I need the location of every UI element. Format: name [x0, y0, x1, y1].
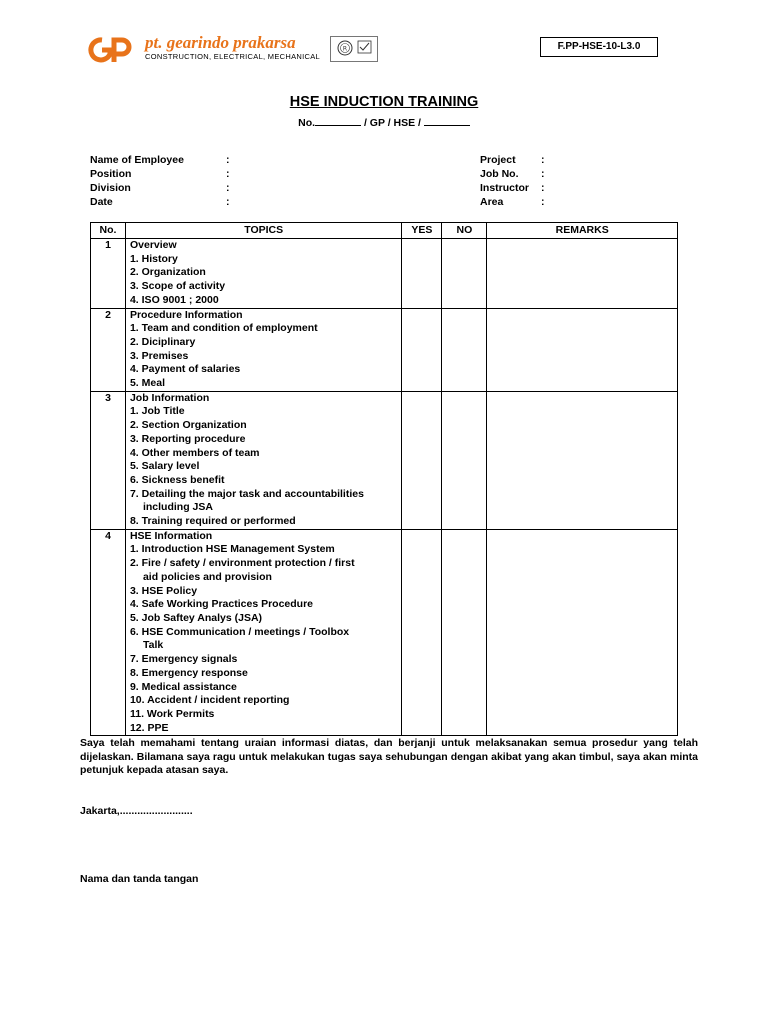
area-label: Area	[480, 196, 504, 208]
topic-item: 5. Job Saftey Analys (JSA)	[129, 611, 263, 624]
header-no: No.	[91, 223, 126, 239]
place-date-line[interactable]: Jakarta,.........................	[80, 805, 193, 817]
topic-item: 6. Sickness benefit	[129, 473, 225, 486]
gp-logo-icon	[88, 36, 134, 64]
topic-item-continued: Talk	[142, 639, 164, 652]
topic-item: 4. Safe Working Practices Procedure	[129, 598, 314, 611]
row-number: 3	[91, 391, 126, 529]
header-yes: YES	[402, 223, 442, 239]
topic-title: HSE Information	[129, 529, 213, 542]
topic-item-continued: aid policies and provision	[142, 570, 272, 583]
no-cell[interactable]	[442, 391, 487, 529]
yes-cell[interactable]	[402, 239, 442, 309]
topic-item: 3. Scope of activity	[129, 280, 226, 293]
topic-item: 7. Detailing the major task and accountabilities	[129, 487, 364, 500]
topic-item: 7. Emergency signals	[129, 653, 238, 666]
no-cell[interactable]	[442, 239, 487, 309]
certification-icon	[330, 36, 378, 62]
table-row	[91, 391, 678, 529]
company-name: pt. gearindo prakarsa	[145, 33, 296, 52]
topic-item: 1. History	[129, 252, 178, 265]
no-cell[interactable]	[442, 308, 487, 391]
topic-cell	[125, 529, 401, 736]
statement-paragraph: Saya telah memahami tentang uraian informasi diatas, dan berjanji untuk melaksanakan semua prosedur yang telah dijelaskan. Bilamana saya ragu untuk melakukan tugas saya sehubungan dengan akibat yang akan timbul, saya akan minta petunjuk kepada atasan saya.	[80, 737, 698, 777]
yes-cell[interactable]	[402, 308, 442, 391]
topic-title: Procedure Information	[129, 308, 243, 321]
doc-no-prefix: No.	[298, 117, 316, 129]
topic-item: 1. Introduction HSE Management System	[129, 543, 335, 556]
division-label: Division	[90, 182, 131, 194]
header-remarks: REMARKS	[487, 223, 678, 239]
topic-item: 4. Other members of team	[129, 446, 260, 459]
document-number	[0, 116, 768, 129]
topic-item: 2. Diciplinary	[129, 335, 196, 348]
yes-cell[interactable]	[402, 529, 442, 736]
topic-title: Overview	[129, 239, 177, 251]
yes-cell[interactable]	[402, 391, 442, 529]
topic-item: 8. Training required or performed	[129, 515, 296, 528]
row-number: 2	[91, 308, 126, 391]
colon: :	[226, 182, 230, 194]
project-info	[480, 154, 560, 210]
topic-cell	[125, 391, 401, 529]
topic-item: 12. PPE	[129, 721, 169, 734]
colon: :	[226, 168, 230, 180]
remarks-cell[interactable]	[487, 308, 678, 391]
table-row	[91, 308, 678, 391]
topics-table	[90, 222, 678, 736]
colon: :	[541, 196, 545, 208]
remarks-cell[interactable]	[487, 391, 678, 529]
colon: :	[226, 196, 230, 208]
position-label: Position	[90, 168, 132, 180]
page-title: HSE INDUCTION TRAINING	[289, 94, 479, 110]
doc-no-blank-2[interactable]	[424, 116, 470, 126]
colon: :	[541, 182, 545, 194]
instructor-label: Instructor	[480, 182, 530, 194]
topic-item: 5. Meal	[129, 377, 165, 390]
remarks-cell[interactable]	[487, 529, 678, 736]
topic-item: 3. Reporting procedure	[129, 432, 246, 445]
doc-no-blank-1[interactable]	[315, 116, 361, 126]
signature-label: Nama dan tanda tangan	[80, 873, 199, 885]
form-code: F.PP-HSE-10-L3.0	[540, 37, 658, 57]
company-subtitle: CONSTRUCTION, ELECTRICAL, MECHANICAL	[145, 52, 320, 61]
date-label: Date	[90, 196, 113, 208]
remarks-cell[interactable]	[487, 239, 678, 309]
project-label: Project	[480, 154, 516, 166]
table-row	[91, 529, 678, 736]
topic-item: 2. Section Organization	[129, 419, 247, 432]
topic-item-continued: including JSA	[142, 501, 213, 514]
topic-item: 1. Job Title	[129, 405, 185, 418]
topic-item: 4. ISO 9001 ; 2000	[129, 293, 219, 306]
topic-item: 3. Premises	[129, 349, 189, 362]
no-cell[interactable]	[442, 529, 487, 736]
topic-cell	[125, 239, 401, 309]
topic-cell	[125, 308, 401, 391]
topic-item: 3. HSE Policy	[129, 584, 198, 597]
topic-item: 10. Accident / incident reporting	[129, 694, 290, 707]
row-number: 1	[91, 239, 126, 309]
topic-item: 6. HSE Communication / meetings / Toolbox	[129, 625, 350, 638]
topic-item: 9. Medical assistance	[129, 680, 237, 693]
topic-item: 1. Team and condition of employment	[129, 322, 318, 335]
topic-title: Job Information	[129, 391, 210, 404]
header-no-answer: NO	[442, 223, 487, 239]
name-of-employee-label: Name of Employee	[90, 154, 184, 166]
topic-item: 4. Payment of salaries	[129, 363, 241, 376]
topic-item: 11. Work Permits	[129, 707, 215, 720]
topic-item: 2. Organization	[129, 266, 206, 279]
table-header-row	[91, 223, 678, 239]
svg-text:R: R	[342, 45, 348, 53]
topic-item: 8. Emergency response	[129, 666, 248, 679]
colon: :	[226, 154, 230, 166]
table-row	[91, 239, 678, 309]
colon: :	[541, 168, 545, 180]
header-topics: TOPICS	[125, 223, 401, 239]
employee-info	[90, 154, 240, 210]
topic-item: 5. Salary level	[129, 460, 200, 473]
doc-no-separator: / GP / HSE /	[361, 117, 424, 129]
topic-item: 2. Fire / safety / environment protection / first	[129, 557, 355, 570]
row-number: 4	[91, 529, 126, 736]
job-no-label: Job No.	[480, 168, 519, 180]
colon: :	[541, 154, 545, 166]
